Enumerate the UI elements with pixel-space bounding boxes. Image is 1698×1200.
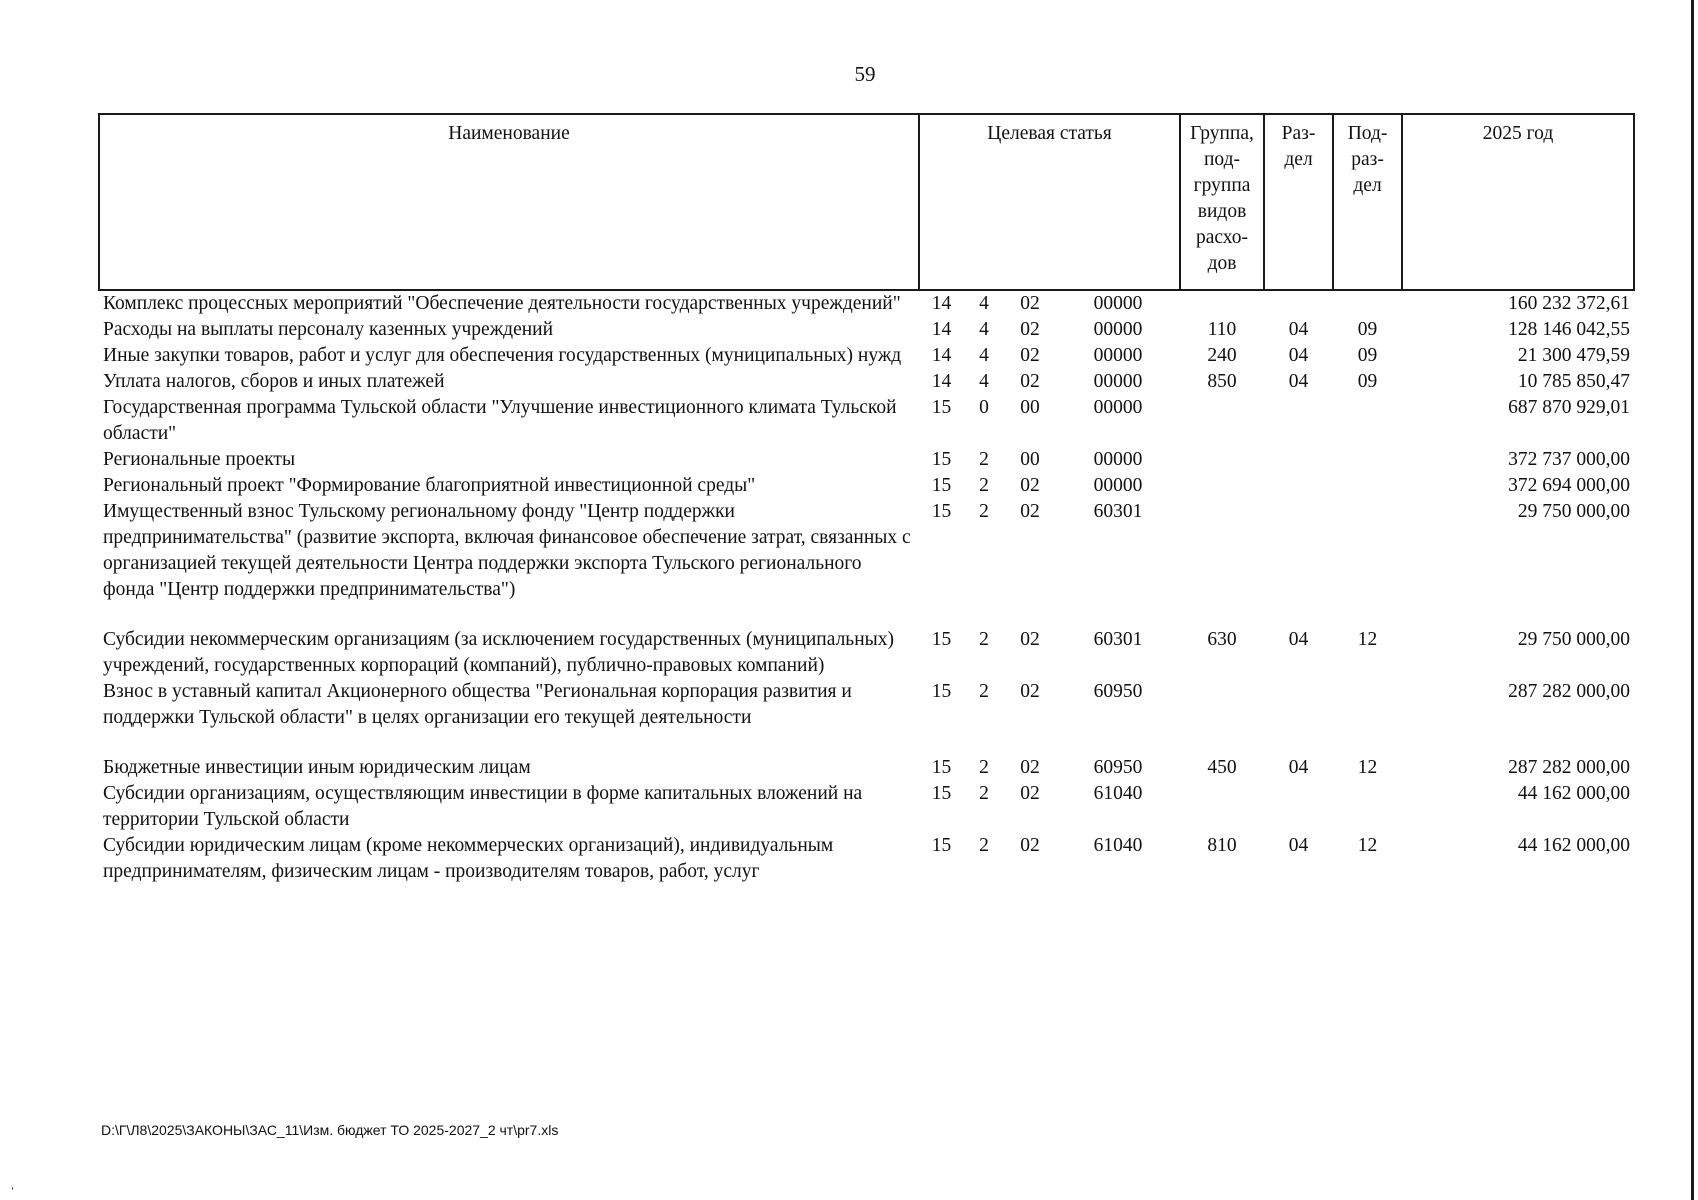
row-direction-code: 60950 — [1093, 681, 1143, 702]
row-program-code: 15 — [931, 757, 952, 778]
table-row — [99, 290, 1634, 317]
header-target-article: Целевая статья — [919, 114, 1180, 290]
table-row — [99, 833, 1634, 885]
row-subsection — [1333, 499, 1402, 627]
row-program-code: 15 — [931, 501, 952, 522]
row-expense-group — [1180, 679, 1264, 755]
row-structure-code: 02 — [1020, 345, 1040, 366]
header-expense-group: Группа, под-группа видов расхо-дов — [1180, 114, 1264, 290]
scan-mark: ‘ — [11, 1186, 15, 1197]
table-row — [99, 369, 1634, 395]
row-structure-code: 00 — [1020, 449, 1040, 470]
row-program-code: 15 — [931, 835, 952, 856]
row-structure-code: 02 — [1020, 501, 1040, 522]
row-direction-code: 00000 — [1093, 397, 1143, 418]
row-subsection: 12 — [1357, 757, 1378, 778]
row-name: Расходы на выплаты персоналу казенных учреждений — [103, 319, 554, 340]
row-subsection: 12 — [1357, 629, 1378, 650]
row-name: Субсидии организациям, осуществляющим инвестиции в форме капитальных вложений на территории Тульской области — [103, 783, 863, 830]
row-direction-code: 00000 — [1093, 371, 1143, 392]
row-type-code: 2 — [979, 449, 989, 470]
row-program-code: 14 — [931, 345, 952, 366]
row-direction-code: 00000 — [1093, 319, 1143, 340]
table-row — [99, 317, 1634, 343]
row-amount: 687 870 929,01 — [1508, 397, 1631, 418]
row-amount: 21 300 479,59 — [1517, 345, 1631, 366]
row-structure-code: 02 — [1020, 629, 1040, 650]
row-section — [1264, 395, 1333, 447]
row-direction-code: 00000 — [1093, 475, 1143, 496]
row-amount: 29 750 000,00 — [1517, 501, 1631, 522]
row-type-code: 4 — [979, 345, 989, 366]
row-expense-group: 240 — [1207, 345, 1237, 366]
row-type-code: 4 — [979, 371, 989, 392]
row-type-code: 4 — [979, 293, 989, 314]
row-name: Взнос в уставный капитал Акционерного общества "Региональная корпорация развития и поддержки Тульской области" в целях организации его текущей деятельности — [103, 681, 852, 728]
row-amount: 287 282 000,00 — [1508, 681, 1631, 702]
table-row — [99, 499, 1634, 627]
row-name: Субсидии юридическим лицам (кроме некоммерческих организаций), индивидуальным предпринимателям, физическим лицам - производителям товаров, работ, услуг — [103, 835, 834, 882]
row-section: 04 — [1288, 757, 1309, 778]
row-amount: 372 694 000,00 — [1508, 475, 1631, 496]
row-section: 04 — [1288, 629, 1309, 650]
row-expense-group — [1180, 781, 1264, 833]
row-section — [1264, 473, 1333, 499]
row-section: 04 — [1288, 345, 1309, 366]
table-row — [99, 447, 1634, 473]
row-section: 04 — [1288, 319, 1309, 340]
row-name: Субсидии некоммерческим организациям (за исключением государственных (муниципальных) учреждений, государственных корпораций (компаний), публично-правовых компаний) — [103, 629, 894, 676]
row-type-code: 0 — [979, 397, 989, 418]
row-section — [1264, 447, 1333, 473]
file-path-footer: D:\Г\Л8\2025\ЗАКОНЫ\ЗАС_11\Изм. бюджет ТО 2025-2027_2 чт\pr7.xls — [101, 1122, 559, 1138]
table-row — [99, 343, 1634, 369]
row-expense-group: 110 — [1207, 319, 1237, 340]
page-number: 59 — [854, 62, 876, 86]
row-subsection — [1333, 781, 1402, 833]
row-type-code: 4 — [979, 319, 989, 340]
row-structure-code: 02 — [1020, 475, 1040, 496]
row-program-code: 14 — [931, 293, 952, 314]
row-name: Уплата налогов, сборов и иных платежей — [103, 371, 445, 392]
row-name: Комплекс процессных мероприятий "Обеспечение деятельности государственных учреждений" — [103, 293, 901, 314]
row-structure-code: 02 — [1020, 835, 1040, 856]
table-row — [99, 755, 1634, 781]
row-structure-code: 02 — [1020, 293, 1040, 314]
table-row — [99, 627, 1634, 679]
row-subsection: 12 — [1357, 835, 1378, 856]
row-program-code: 15 — [931, 449, 952, 470]
header-year: 2025 год — [1402, 114, 1634, 290]
row-expense-group — [1180, 290, 1264, 317]
budget-table — [98, 113, 1635, 885]
row-name: Региональные проекты — [103, 449, 296, 470]
row-amount: 372 737 000,00 — [1508, 449, 1631, 470]
row-name: Региональный проект "Формирование благоприятной инвестиционной среды" — [103, 475, 756, 496]
row-program-code: 15 — [931, 397, 952, 418]
row-type-code: 2 — [979, 475, 989, 496]
scan-edge-line — [1691, 0, 1694, 1200]
row-direction-code: 61040 — [1093, 783, 1143, 804]
row-type-code: 2 — [979, 501, 989, 522]
row-expense-group — [1180, 473, 1264, 499]
row-type-code: 2 — [979, 681, 989, 702]
row-structure-code: 02 — [1020, 371, 1040, 392]
header-section: Раз-дел — [1264, 114, 1333, 290]
row-expense-group: 810 — [1207, 835, 1237, 856]
row-direction-code: 00000 — [1093, 345, 1143, 366]
row-name: Бюджетные инвестиции иным юридическим лицам — [103, 757, 531, 778]
row-subsection — [1333, 290, 1402, 317]
header-subsection: Под-раз-дел — [1333, 114, 1402, 290]
row-structure-code: 02 — [1020, 757, 1040, 778]
row-amount: 160 232 372,61 — [1508, 293, 1631, 314]
row-program-code: 15 — [931, 681, 952, 702]
row-subsection: 09 — [1357, 319, 1378, 340]
row-subsection — [1333, 395, 1402, 447]
row-subsection — [1333, 473, 1402, 499]
table-row — [99, 781, 1634, 833]
row-subsection — [1333, 447, 1402, 473]
row-structure-code: 02 — [1020, 319, 1040, 340]
row-program-code: 15 — [931, 475, 952, 496]
row-amount: 44 162 000,00 — [1517, 783, 1631, 804]
row-type-code: 2 — [979, 783, 989, 804]
row-subsection: 09 — [1357, 345, 1378, 366]
row-expense-group: 850 — [1207, 371, 1237, 392]
row-direction-code: 00000 — [1093, 449, 1143, 470]
row-expense-group — [1180, 395, 1264, 447]
row-program-code: 15 — [931, 783, 952, 804]
row-subsection — [1333, 679, 1402, 755]
row-amount: 128 146 042,55 — [1508, 319, 1631, 340]
row-amount: 287 282 000,00 — [1508, 757, 1631, 778]
row-direction-code: 60301 — [1093, 629, 1143, 650]
row-structure-code: 02 — [1020, 681, 1040, 702]
row-structure-code: 02 — [1020, 783, 1040, 804]
row-program-code: 14 — [931, 371, 952, 392]
row-structure-code: 00 — [1020, 397, 1040, 418]
table-row — [99, 473, 1634, 499]
row-expense-group — [1180, 499, 1264, 627]
row-program-code: 14 — [931, 319, 952, 340]
row-type-code: 2 — [979, 835, 989, 856]
row-name: Иные закупки товаров, работ и услуг для обеспечения государственных (муниципальных) нужд — [103, 345, 902, 366]
row-type-code: 2 — [979, 757, 989, 778]
row-program-code: 15 — [931, 629, 952, 650]
row-name: Имущественный взнос Тульскому региональному фонду "Центр поддержки предпринимательства" (развитие экспорта, включая финансовое обеспечение затрат, связанных с организацией текущей деятельности Центра поддержки экспорта Тульского регионального фонда "Центр поддержки предпринимательства") — [103, 501, 911, 600]
row-section — [1264, 499, 1333, 627]
table-row — [99, 679, 1634, 755]
row-section — [1264, 290, 1333, 317]
row-section: 04 — [1288, 835, 1309, 856]
row-amount: 44 162 000,00 — [1517, 835, 1631, 856]
row-amount: 10 785 850,47 — [1517, 371, 1631, 392]
row-section: 04 — [1288, 371, 1309, 392]
row-section — [1264, 679, 1333, 755]
table-row — [99, 395, 1634, 447]
table-header-row — [99, 114, 1634, 290]
row-expense-group — [1180, 447, 1264, 473]
row-expense-group: 450 — [1207, 757, 1237, 778]
row-expense-group: 630 — [1207, 629, 1237, 650]
row-subsection: 09 — [1357, 371, 1378, 392]
header-name: Наименование — [99, 114, 919, 290]
row-name: Государственная программа Тульской области "Улучшение инвестиционного климата Тульской области" — [103, 397, 897, 444]
row-direction-code: 60950 — [1093, 757, 1143, 778]
row-section — [1264, 781, 1333, 833]
row-direction-code: 00000 — [1093, 293, 1143, 314]
row-direction-code: 61040 — [1093, 835, 1143, 856]
row-direction-code: 60301 — [1093, 501, 1143, 522]
row-amount: 29 750 000,00 — [1517, 629, 1631, 650]
row-type-code: 2 — [979, 629, 989, 650]
